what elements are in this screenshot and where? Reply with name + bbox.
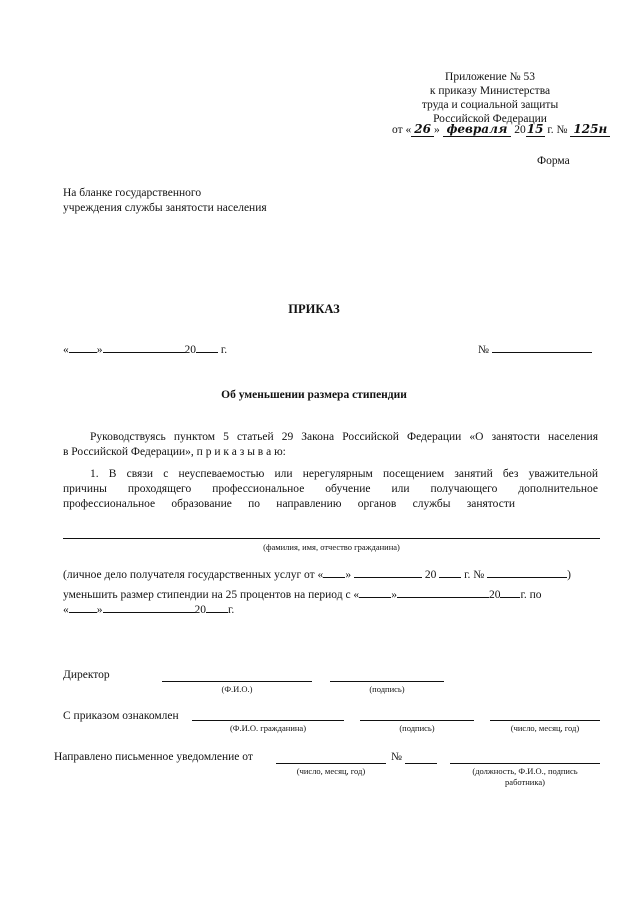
reduce2-day-blank bbox=[69, 601, 97, 613]
acquainted-label: С приказом ознакомлен bbox=[63, 710, 179, 722]
acquainted-sign-line bbox=[360, 720, 474, 721]
reduce-line-2 bbox=[63, 601, 234, 616]
appendix-year-suffix: г. № bbox=[547, 124, 568, 136]
appendix-date-line bbox=[392, 122, 610, 136]
reduce-month-blank bbox=[397, 586, 489, 598]
notice-number-label: № bbox=[391, 751, 402, 763]
case-year-blank bbox=[439, 566, 461, 578]
document-title: ПРИКАЗ bbox=[288, 302, 340, 316]
citizen-fio-line bbox=[63, 538, 600, 539]
order-date-field bbox=[63, 341, 227, 356]
case-line-year-suffix: г. № bbox=[464, 569, 485, 581]
reduce-day-blank bbox=[359, 586, 391, 598]
acquainted-date-caption: (число, месяц, год) bbox=[510, 723, 580, 733]
case-line-year: 20 bbox=[424, 569, 437, 581]
director-sign-line bbox=[330, 681, 444, 682]
reduce-line-suffix: г. по bbox=[520, 589, 542, 601]
reduce2-month-blank bbox=[103, 601, 195, 613]
director-fio-caption: (Ф.И.О.) bbox=[221, 684, 253, 694]
reduce2-suffix: г. bbox=[228, 604, 235, 616]
date-year-prefix: 20 bbox=[184, 344, 196, 356]
date-year-suffix: г. bbox=[220, 344, 228, 356]
appendix-number: 125н bbox=[570, 122, 610, 137]
day-blank bbox=[69, 341, 97, 353]
notice-date-line bbox=[276, 763, 386, 764]
reduce-line-year: 20 bbox=[488, 589, 501, 601]
case-month-blank bbox=[354, 566, 422, 578]
appendix-block bbox=[380, 70, 600, 126]
acquainted-sign-caption: (подпись) bbox=[399, 723, 435, 733]
appendix-date-prefix: от « bbox=[392, 124, 412, 136]
appendix-year-prefix: 20 bbox=[514, 124, 526, 136]
letterhead bbox=[63, 186, 267, 216]
appendix-line-3: труда и социальной защиты bbox=[421, 99, 559, 111]
reduce2-year: 20 bbox=[194, 604, 206, 616]
appendix-date-mid: » bbox=[433, 124, 440, 136]
appendix-line-4: Российской Федерации bbox=[433, 113, 547, 125]
order-number-label: № bbox=[478, 344, 489, 356]
form-label: Форма bbox=[537, 155, 570, 167]
order-number-field bbox=[478, 341, 592, 356]
notice-number-line bbox=[405, 763, 437, 764]
month-blank bbox=[103, 341, 185, 353]
case-line-prefix: (личное дело получателя государственных услуг от « bbox=[63, 569, 324, 581]
appendix-day: 26 bbox=[411, 122, 434, 137]
appendix-month: февраля bbox=[443, 122, 512, 137]
case-day-blank bbox=[323, 566, 345, 578]
case-line-mid: » bbox=[345, 569, 352, 581]
letterhead-line-1: На бланке государственного bbox=[63, 187, 202, 199]
case-line bbox=[63, 566, 571, 581]
date-close-quote: » bbox=[96, 344, 103, 356]
appendix-line-1: Приложение № 53 bbox=[445, 71, 535, 83]
reduce-line bbox=[63, 586, 542, 601]
acquainted-date-line bbox=[490, 720, 600, 721]
reduce-year-blank bbox=[500, 586, 520, 598]
year-blank bbox=[196, 341, 218, 353]
notice-position-caption-1: (должность, Ф.И.О., подпись bbox=[472, 766, 578, 776]
director-fio-line bbox=[162, 681, 312, 682]
case-line-close: ) bbox=[567, 569, 571, 581]
acquainted-fio-line bbox=[192, 720, 344, 721]
letterhead-line-2: учреждения службы занятости населения bbox=[63, 202, 267, 214]
notice-date-caption: (число, месяц, год) bbox=[296, 766, 366, 776]
reduce2-year-blank bbox=[206, 601, 228, 613]
order-number-blank bbox=[492, 341, 592, 353]
document-subject: Об уменьшении размера стипендии bbox=[221, 389, 407, 401]
item1-line-3: профессиональное образование по направлению органов службы занятости bbox=[63, 498, 515, 510]
preamble-line-2: в Российской Федерации», п р и к а з ы в а ю: bbox=[63, 446, 286, 458]
preamble-line-1: Руководствуясь пунктом 5 статьей 29 Закона Российской Федерации «О занятости населения bbox=[90, 431, 598, 443]
director-sign-caption: (подпись) bbox=[369, 684, 405, 694]
appendix-line-2: к приказу Министерства bbox=[429, 85, 551, 97]
reduce-line-prefix: уменьшить размер стипендии на 25 процентов на период с « bbox=[63, 589, 360, 601]
case-number-blank bbox=[487, 566, 567, 578]
notice-label: Направлено письменное уведомление от bbox=[54, 751, 253, 763]
acquainted-fio-caption: (Ф.И.О. гражданина) bbox=[229, 723, 307, 733]
reduce-line-mid: » bbox=[391, 589, 397, 601]
citizen-fio-caption: (фамилия, имя, отчество гражданина) bbox=[263, 542, 400, 552]
item1-line-2: причины проходящего профессиональное обучение или получающего дополнительное bbox=[63, 483, 598, 495]
appendix-year: 15 bbox=[526, 122, 544, 136]
reduce2-mid: » bbox=[96, 604, 103, 616]
item1-line-1: 1. В связи с неуспеваемостью или нерегулярным посещением занятий без уважительной bbox=[90, 468, 598, 480]
reduce2-open: « bbox=[63, 604, 69, 616]
director-label: Директор bbox=[63, 669, 110, 681]
notice-position-line bbox=[450, 763, 600, 764]
date-open-quote: « bbox=[63, 344, 69, 356]
notice-position-caption-2: работника) bbox=[505, 777, 545, 787]
